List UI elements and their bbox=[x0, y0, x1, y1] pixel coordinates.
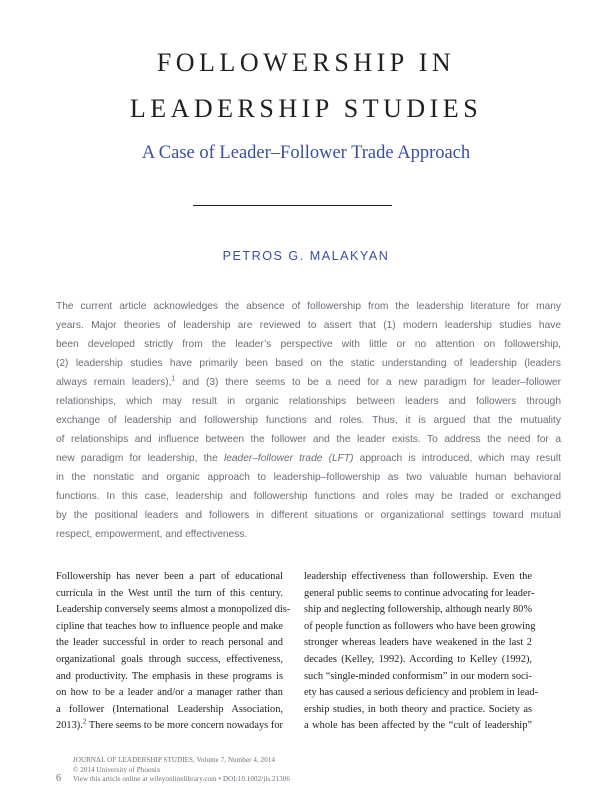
page-number: 6 bbox=[56, 773, 61, 784]
article-title-line-2: LEADERSHIP STUDIES bbox=[129, 94, 483, 123]
body-line: general public seems to continue advocating for leader- bbox=[304, 587, 535, 599]
author-name: PETROS G. MALAKYAN bbox=[222, 249, 390, 263]
body-line: of people function as followers who have been growing bbox=[304, 620, 536, 632]
abstract-line: years. Major theories of leadership are reviewed to assert that (1) modern leadership studies have bbox=[56, 320, 561, 331]
abstract-line: relationships, which may result in organic relationships between leaders and followers through bbox=[56, 396, 561, 407]
page-footer bbox=[73, 756, 290, 785]
abstract bbox=[56, 297, 561, 544]
copyright-notice: © 2014 University of Phoenix bbox=[73, 765, 161, 774]
abstract-line: in the nonstatic and organic approach to leadership–followership as two valuable human behavioral bbox=[56, 472, 561, 483]
abstract-line: been developed strictly from the leader’s perspective with little or no attention on followership, bbox=[56, 339, 561, 350]
abstract-text: and (3) there seems to be a need for a new paradigm for leader–follower bbox=[175, 377, 561, 388]
body-line: leadership effectiveness than followership. Even the bbox=[304, 571, 532, 582]
body-line: ership studies, in both theory and practice. Society as bbox=[304, 703, 532, 715]
body-line: decades (Kelley, 1992). According to Kelley (1992), bbox=[304, 653, 532, 665]
abstract-line: The current article acknowledges the absence of followership from the leadership literature for many bbox=[56, 301, 561, 312]
abstract-line: functions. In this case, leadership and followership functions and roles may be traded or exchanged bbox=[56, 491, 561, 502]
body-line: cipline that teaches how to influence people and make bbox=[56, 620, 283, 632]
body-column-right bbox=[304, 569, 538, 735]
body-line: the leader successful in order to reach personal and bbox=[56, 637, 283, 649]
body-line: and productivity. The emphasis in these programs is bbox=[56, 670, 283, 682]
body-line: Followership has never been a part of educational bbox=[56, 571, 283, 582]
footnote-marker-2[interactable]: 2 bbox=[82, 717, 87, 726]
abstract-line: by the positional leaders and followers in different situations or organizational settings toward mutual bbox=[56, 510, 561, 521]
doi-line[interactable]: View this article online at wileyonlinelibrary.com • DOI:10.1002/jls.21306 bbox=[73, 775, 290, 784]
body-line: such “single-minded conformism” in our modern soci- bbox=[304, 670, 532, 682]
abstract-line: (2) leadership studies have primarily been based on the static understanding of leadership (leaders bbox=[56, 358, 561, 369]
body-line: on how to be a leader and/or a manager rather than bbox=[56, 687, 283, 699]
footnote-marker-1[interactable]: 1 bbox=[171, 375, 176, 383]
abstract-line: respect, empowerment, and effectiveness. bbox=[56, 529, 248, 540]
body-line: stronger whereas leaders have weakened in the last 2 bbox=[304, 637, 532, 649]
abstract-text: new paradigm for leadership, the bbox=[56, 453, 224, 464]
article-title-line-1: FOLLOWERSHIP IN bbox=[156, 48, 456, 77]
article-subtitle: A Case of Leader–Follower Trade Approach bbox=[141, 143, 471, 163]
journal-citation: JOURNAL OF LEADERSHIP STUDIES, Volume 7, Number 4, 2014 bbox=[73, 756, 276, 764]
abstract-line bbox=[56, 373, 561, 392]
abstract-line bbox=[56, 449, 561, 468]
body-text: 2013). bbox=[56, 720, 83, 732]
body-line: Leadership conversely seems almost a monopolized dis- bbox=[56, 604, 291, 616]
abstract-term: leader–follower trade (LFT) bbox=[223, 453, 354, 464]
body-line: organizational goals through success, effectiveness, bbox=[56, 653, 283, 665]
body-line: ety has caused a serious deficiency and problem in lead- bbox=[304, 687, 538, 699]
abstract-line: exchange of leadership and followership functions and roles. Thus, it is argued that the mutuality bbox=[56, 415, 561, 426]
title-divider bbox=[193, 205, 392, 206]
body-line: ship and neglecting followership, although nearly 80% bbox=[304, 604, 532, 616]
body-line: a whole has been affected by the “cult of leadership” bbox=[304, 720, 532, 732]
abstract-text: always remain leaders), bbox=[56, 377, 172, 388]
body-text: There seems to be more concern nowadays for bbox=[86, 720, 283, 732]
abstract-line: of relationships and influence between the follower and the leader exists. To address the need for a bbox=[56, 434, 561, 445]
body-line bbox=[56, 718, 283, 735]
body-line: curricula in the West until the turn of this century. bbox=[56, 587, 283, 599]
body-line: a follower (International Leadership Association, bbox=[56, 703, 283, 715]
abstract-text: approach is introduced, which may result bbox=[353, 453, 561, 464]
body-column-left bbox=[56, 569, 291, 735]
